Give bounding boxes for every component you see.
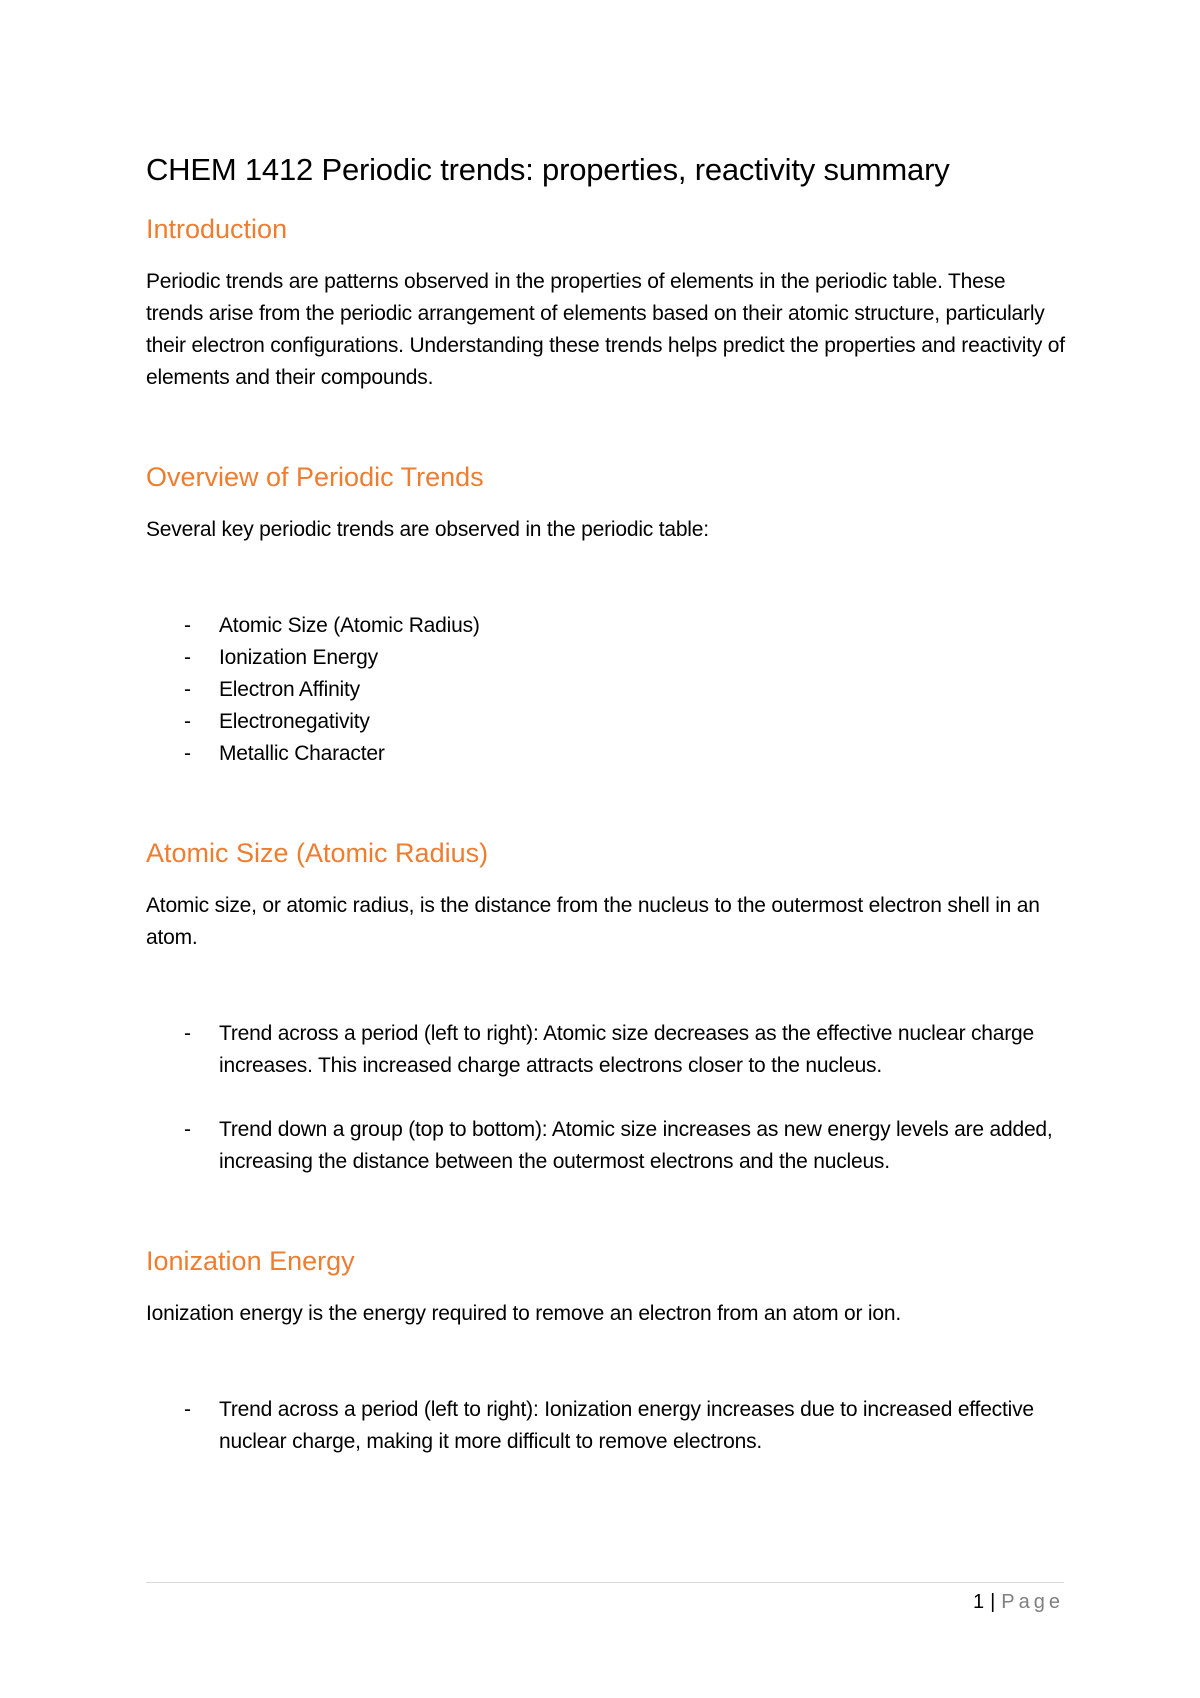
section-heading-atomic-size: Atomic Size (Atomic Radius): [146, 838, 489, 868]
list-item-text: Trend across a period (left to right): Ionization energy increases due to increased effective nuclear charge, making it more difficult to remove electrons.: [219, 1398, 1034, 1453]
section-heading-overview: Overview of Periodic Trends: [146, 462, 484, 492]
document-title: CHEM 1412 Periodic trends: properties, reactivity summary: [146, 152, 950, 187]
list-marker: -: [184, 1118, 191, 1141]
page-label: Page: [1001, 1591, 1064, 1613]
list-item: [146, 706, 1066, 738]
list-marker: -: [184, 678, 191, 701]
list-marker: -: [184, 1022, 191, 1045]
page-number: 1: [972, 1591, 985, 1613]
list-marker: -: [184, 710, 191, 733]
list-item-text: Electronegativity: [219, 710, 370, 733]
section-ionization-energy: [146, 1242, 1066, 1458]
section-overview: [146, 458, 1066, 770]
list-marker: -: [184, 646, 191, 669]
list-item-text: Electron Affinity: [219, 678, 360, 701]
section-heading-introduction: Introduction: [146, 214, 288, 244]
list-item-text: Atomic Size (Atomic Radius): [219, 614, 480, 637]
section-heading-ionization-energy: Ionization Energy: [146, 1246, 355, 1276]
overview-paragraph: Several key periodic trends are observed in the periodic table:: [146, 518, 709, 541]
overview-list: [146, 610, 1066, 770]
footer-separator: |: [990, 1591, 996, 1613]
list-item: [146, 1018, 1066, 1082]
footer-rule: [146, 1582, 1064, 1583]
ionization-energy-list: [146, 1394, 1066, 1458]
list-marker: -: [184, 1398, 191, 1421]
section-introduction: [146, 210, 1066, 394]
list-item-text: Trend down a group (top to bottom): Atomic size increases as new energy levels are added, increasing the distance between the outermost electrons and the nucleus.: [219, 1118, 1053, 1173]
list-item: [146, 1394, 1066, 1458]
section-atomic-size: [146, 834, 1066, 1178]
ionization-energy-paragraph: Ionization energy is the energy required to remove an electron from an atom or ion.: [146, 1302, 901, 1325]
list-item-text: Ionization Energy: [219, 646, 378, 669]
list-item: [146, 674, 1066, 706]
list-item: [146, 1114, 1066, 1178]
list-item-text: Metallic Character: [219, 742, 385, 765]
page-footer: [973, 1588, 1064, 1616]
list-marker: -: [184, 742, 191, 765]
list-item-text: Trend across a period (left to right): Atomic size decreases as the effective nuclear charge increases. This increased charge attracts electrons closer to the nucleus.: [219, 1022, 1035, 1077]
list-item: [146, 738, 1066, 770]
page-content: [146, 148, 1066, 1458]
list-marker: -: [184, 614, 191, 637]
atomic-size-paragraph: Atomic size, or atomic radius, is the distance from the nucleus to the outermost electron shell in an atom.: [146, 894, 1040, 949]
atomic-size-list: [146, 1018, 1066, 1178]
list-item: [146, 610, 1066, 642]
list-item: [146, 642, 1066, 674]
introduction-paragraph: Periodic trends are patterns observed in the properties of elements in the periodic table. These trends arise from the periodic arrangement of elements based on their atomic structure, particularly their electron configurations. Understanding these trends helps predict the properties and reactivity of elements and their compounds.: [146, 270, 1065, 389]
